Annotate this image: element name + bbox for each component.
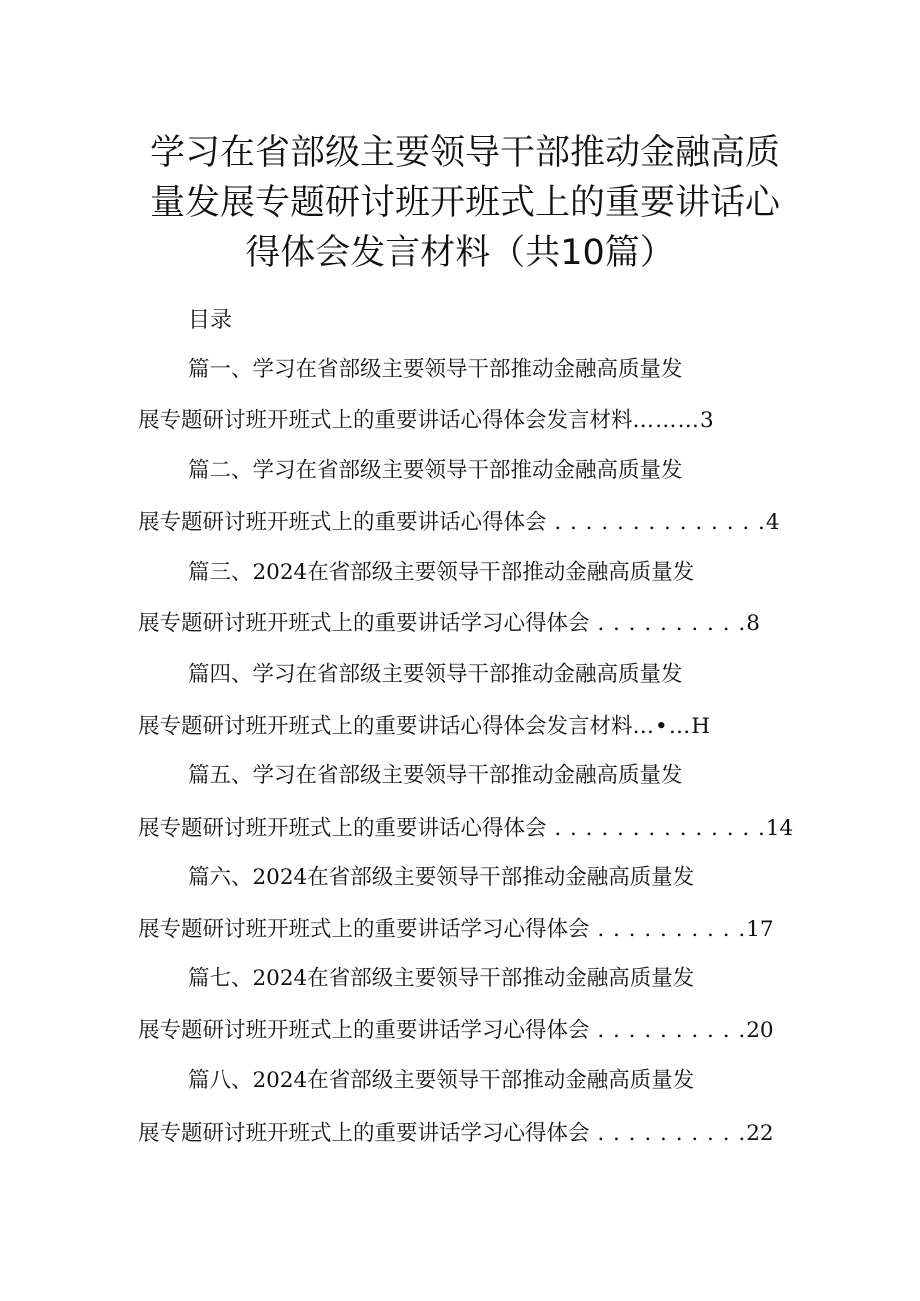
toc-entry-text: 展专题研讨班开班式上的重要讲话学习心得体会 <box>138 611 590 636</box>
toc-entry-title-line: 篇一、学习在省部级主要领导干部推动金融高质量发 <box>188 357 683 382</box>
toc-entry-title-line: 篇六、2024在省部级主要领导干部推动金融高质量发 <box>188 865 695 890</box>
toc-entry-text: 展专题研讨班开班式上的重要讲话心得体会 <box>138 510 547 535</box>
toc-page-number: 17 <box>746 917 774 942</box>
toc-page-number: 4 <box>765 510 780 535</box>
toc-entry-title-line: 篇二、学习在省部级主要领导干部推动金融高质量发 <box>188 458 683 483</box>
toc-entry-continuation-line <box>138 1118 774 1150</box>
toc-entry-title-line: 篇三、2024在省部级主要领导干部推动金融高质量发 <box>188 560 695 585</box>
toc-entry-continuation-line <box>138 1015 774 1047</box>
toc-dot-leader: . . . . . . . . . . <box>589 917 747 942</box>
title-line-1: 学习在省部级主要领导干部推动金融高质 <box>150 133 781 173</box>
toc-entry-text: 展专题研讨班开班式上的重要讲话学习心得体会 <box>138 1121 590 1146</box>
toc-entry-continuation-line <box>138 405 714 437</box>
toc-page-number: 8 <box>746 611 760 636</box>
toc-dot-leader: . . . . . . . . . . . . . . <box>546 816 766 841</box>
toc-dot-leader: …•… <box>632 714 692 739</box>
toc-entry-continuation-line <box>138 711 710 743</box>
toc-page-number: 20 <box>746 1018 774 1043</box>
toc-dot-leader: . . . . . . . . . . . . . . <box>546 510 766 535</box>
toc-entry-title-line: 篇五、学习在省部级主要领导干部推动金融高质量发 <box>188 763 683 788</box>
toc-heading: 目录 <box>188 308 233 333</box>
toc-page-number: 3 <box>700 408 714 433</box>
title-line-2: 量发展专题研讨班开班式上的重要讲话心 <box>150 183 781 223</box>
toc-entry-text: 展专题研讨班开班式上的重要讲话学习心得体会 <box>138 1018 590 1043</box>
toc-page-number: 14 <box>765 816 794 841</box>
toc-dot-leader: ……… <box>632 408 701 433</box>
toc-entry-continuation-line <box>138 813 793 845</box>
toc-page-number: H <box>691 714 710 739</box>
toc-entry-continuation-line <box>138 914 774 946</box>
toc-entry-text: 展专题研讨班开班式上的重要讲话心得体会发言材料 <box>138 408 633 433</box>
toc-entry-text: 展专题研讨班开班式上的重要讲话学习心得体会 <box>138 917 590 942</box>
toc-entry-title-line: 篇八、2024在省部级主要领导干部推动金融高质量发 <box>188 1068 695 1093</box>
toc-dot-leader: . . . . . . . . . . <box>589 611 747 636</box>
toc-dot-leader: . . . . . . . . . . <box>589 1121 747 1146</box>
toc-entry-title-line: 篇七、2024在省部级主要领导干部推动金融高质量发 <box>188 966 695 991</box>
toc-entry-text: 展专题研讨班开班式上的重要讲话心得体会 <box>138 816 547 841</box>
toc-dot-leader: . . . . . . . . . . <box>589 1018 747 1043</box>
title-line-3: 得体会发言材料（共10篇） <box>245 233 675 273</box>
toc-entry-title-line: 篇四、学习在省部级主要领导干部推动金融高质量发 <box>188 662 683 687</box>
toc-entry-continuation-line <box>138 608 760 640</box>
toc-entry-continuation-line <box>138 507 780 539</box>
toc-entry-text: 展专题研讨班开班式上的重要讲话心得体会发言材料 <box>138 714 633 739</box>
toc-page-number: 22 <box>746 1121 774 1146</box>
